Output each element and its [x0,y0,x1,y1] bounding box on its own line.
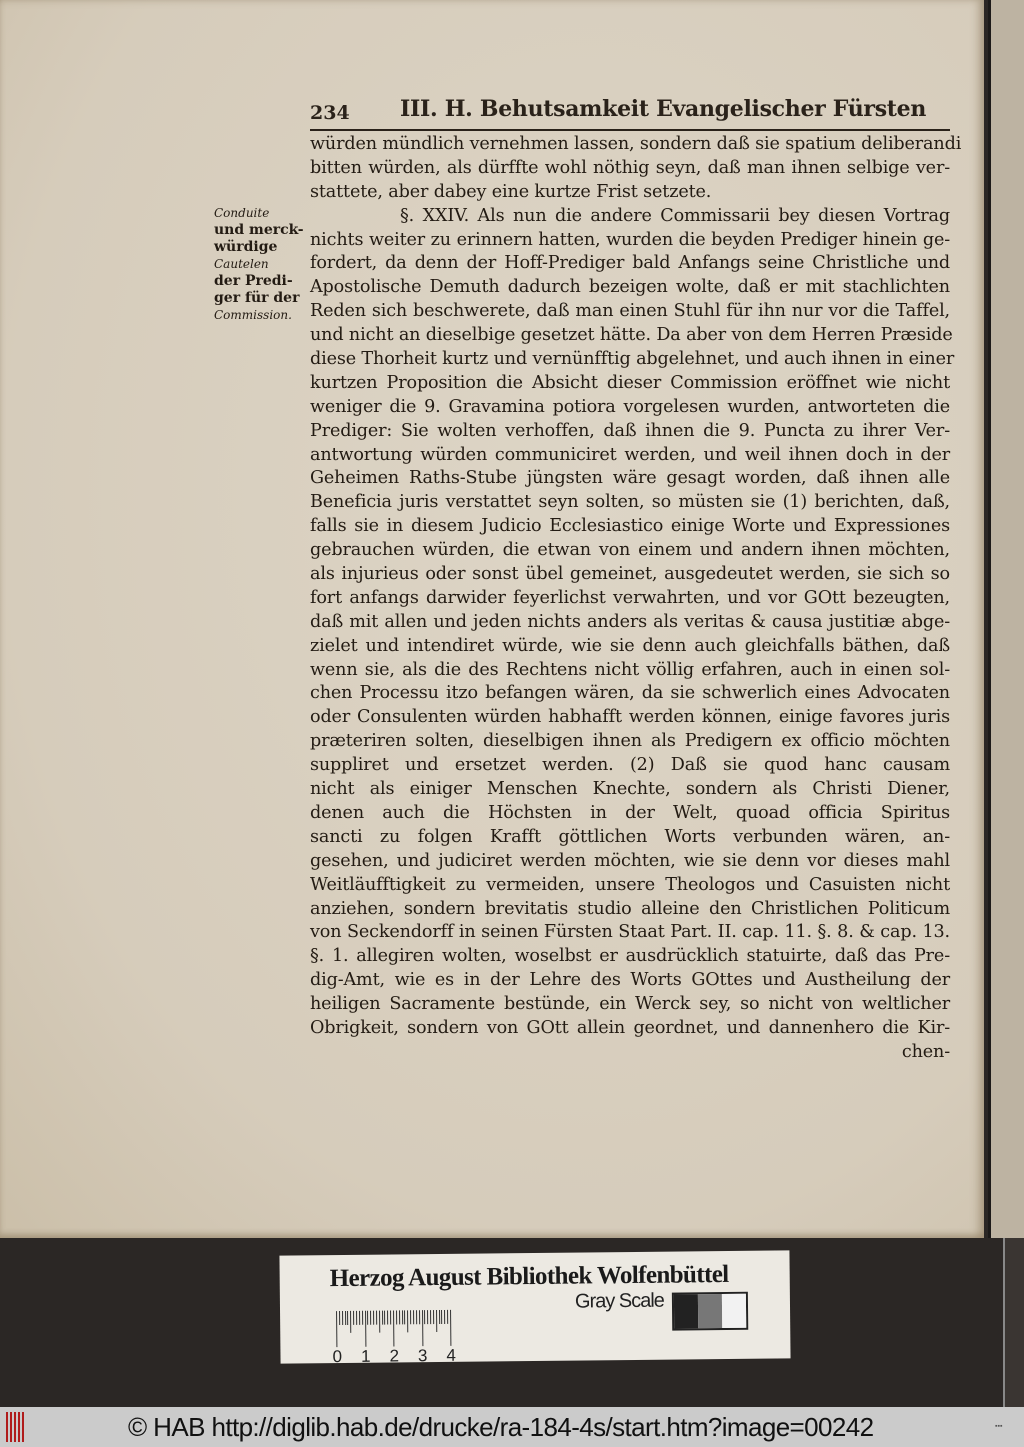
ruler-tick [376,1311,377,1325]
text-line: Weitläufftigkeit zu vermeiden, unsere Theologos und Casuisten nicht [310,874,950,895]
ruler-tick [339,1311,340,1325]
text-line: Obrigkeit, sondern von GOtt allein geordnet, und dannenhero die Kir- [310,1017,950,1038]
text-line: gebrauchen würden, die etwan von einem und andern ihnen möchten, [310,540,950,561]
book-edge [1003,1238,1024,1408]
footer-mark: ▪▪▪ [995,1423,1003,1430]
body-text [310,133,962,1065]
ruler-tick [419,1310,420,1324]
text-line: kurtzen Proposition die Absicht dieser Commission eröffnet wie nicht [310,372,950,393]
ruler-tick [367,1311,368,1325]
page-header [310,96,950,128]
text-line: gesehen, und judiciret werden möchten, wie sie denn vor dieses mahl [310,850,950,871]
ruler-tick [441,1310,442,1324]
ruler-tick [382,1311,383,1325]
text-line: weniger die 9. Gravamina potiora vorgelesen wurden, antworteten die [310,396,950,417]
gray-scale-swatches [672,1292,748,1331]
ruler-label: 4 [446,1345,457,1365]
text-line: §. XXIV. Als nun die andere Commissarii bey diesen Vortrag [400,205,950,226]
text-line: anziehen, sondern brevitatis studio alleine den Christlichen Politicum [310,898,950,919]
ruler-tick [384,1311,385,1325]
ruler-tick [365,1311,366,1347]
ruler-tick [427,1310,428,1324]
ruler-tick [404,1310,405,1324]
text-line: heiligen Sacramente bestünde, ein Werck sey, so nicht von weltlicher [310,994,950,1015]
text-line: nicht als einiger Menschen Knechte, sondern als Christi Diener, [310,779,950,800]
text-line: fort anfangs darwider feyerlichst verwahrten, und vor GOtt bezeugten, [310,587,950,608]
text-line: würden mündlich vernehmen lassen, sondern daß sie spatium deliberandi [310,134,962,154]
ruler-tick [430,1310,431,1324]
ruler-tick [422,1310,423,1346]
ruler-tick [342,1311,343,1325]
marginal-line: ger für der [214,290,300,306]
ruler-tick [399,1310,400,1324]
text-line: zielet und intendiret würde, wie sie denn auch gleichfalls bäthen, daß [310,635,950,656]
ruler-tick [390,1311,391,1325]
ruler-tick [410,1310,411,1324]
ruler-tick [402,1310,403,1324]
ruler-tick [379,1311,380,1333]
text-line: stattete, aber dabey eine kurtze Frist setzete. [310,181,712,202]
text-line: Geheimen Raths-Stube jüngsten wäre gesagt worden, daß ihnen alle [310,468,950,489]
marginal-line: und merck- [214,222,304,238]
ruler-tick [393,1310,394,1346]
ruler-tick [387,1311,388,1325]
ruler-tick [336,1311,337,1347]
text-line: Prediger: Sie wolten verhoffen, daß ihnen die 9. Puncta zu ihrer Ver- [310,420,950,441]
gray-swatch [698,1294,722,1328]
gray-swatch [674,1294,698,1328]
marginal-note [214,205,306,324]
text-line: suppliret und ersetzet werden. (2) Daß sie quod hanc causam [310,755,950,776]
ruler-label: 2 [389,1346,400,1366]
ruler-tick [347,1311,348,1325]
running-head: III. H. Behutsamkeit Evangelischer Fürsten [400,96,927,122]
ruler-tick [413,1310,414,1324]
ruler-tick [356,1311,357,1325]
ruler-tick [362,1311,363,1325]
text-line: oder Consulenten würden habhafft werden können, einige favores juris [310,707,950,728]
ruler-tick [370,1311,371,1325]
text-line: fordert, da denn der Hoff-Prediger bald Anfangs seine Christliche und [310,253,950,274]
ruler-tick [424,1310,425,1324]
text-line: bitten würden, als dürffte wohl nöthig seyn, daß man ihnen selbige ver- [310,157,950,178]
gray-swatch [722,1294,746,1328]
ruler-tick [359,1311,360,1325]
text-line: chen Processu itzo befangen wären, da sie schwerlich eines Advocaten [310,683,950,704]
text-line: Apostolische Demuth dadurch bezeigen wolte, daß er mit stachlichten [310,277,950,298]
text-line: Reden sich beschwerete, daß man einen Stuhl für ihn nur vor die Taffel, [310,301,950,322]
hab-logo-icon [6,1412,24,1442]
ruler-tick [373,1311,374,1325]
ruler-tick [447,1310,448,1324]
ruler-tick [350,1311,351,1333]
text-line: antwortung würden communiciret werden, und weil ihnen doch in der [310,444,950,465]
marginal-line: der Predi- [214,273,293,289]
ruler-tick [353,1311,354,1325]
ruler-label: 0 [332,1347,343,1367]
header-rule [310,129,950,131]
footer-bar [0,1407,1024,1447]
ruler-scale [332,1306,457,1367]
text-line: chen- [901,1041,950,1062]
text-line: Beneficia juris verstattet seyn solten, so müsten sie (1) berichten, daß, [310,492,950,513]
text-line: §. 1. allegiren wolten, woselbst er ausdrücklich statuirte, daß das Pre- [310,946,950,967]
page-number: 234 [310,102,350,124]
text-line: wenn sie, als die des Rechtens nicht völlig erfahren, auch in einen sol- [310,659,950,680]
ruler-label: 3 [417,1346,428,1366]
ruler-tick [450,1310,451,1346]
text-line: diese Thorheit kurtz und vernünfftig abgelehnet, und auch ihnen in einer [310,349,955,370]
ruler-tick [396,1310,397,1324]
marginal-line: Commission. [214,308,292,322]
text-line: als injurieus oder sonst übel gemeinet, ausgedeutet werden, sie sich so [310,564,950,585]
text-line: von Seckendorff in seinen Fürsten Staat Part. II. cap. 11. §. 8. & cap. 13. [310,922,950,943]
marginal-line: Cautelen [214,257,269,271]
text-line: falls sie in diesem Judicio Ecclesiastico einige Worte und Expressiones [310,516,950,537]
ruler-tick [436,1310,437,1332]
scan-reference-card [279,1250,790,1367]
text-line: dig-Amt, wie es in der Lehre des Worts GOttes und Austheilung der [310,970,950,991]
ruler-tick [416,1310,417,1324]
text-line: nichts weiter zu erinnern hatten, wurden die beyden Prediger hinein ge- [310,229,950,250]
ruler-tick [433,1310,434,1324]
marginal-line: Conduite [214,206,270,220]
ruler-label: 1 [360,1346,371,1366]
gray-scale-label: Gray Scale [574,1289,664,1313]
marginal-line: würdige [214,239,278,255]
facing-page-edge [988,0,1024,1238]
text-line: præteriren solten, dieselbigen ihnen als Predigern ex officio möchten [310,731,950,752]
copyright-link[interactable]: © HAB http://diglib.hab.de/drucke/ra-184-4s/start.htm?image=00242 [128,1412,874,1442]
text-line: daß mit allen und jeden nichts anders als veritas & causa justitiæ abge- [310,611,950,632]
ruler-tick [345,1311,346,1325]
ruler-tick [407,1310,408,1332]
text-line: sancti zu folgen Krafft göttlichen Worts verbunden wären, an- [310,826,950,847]
library-name: Herzog August Bibliothek Wolfenbüttel [329,1260,729,1293]
text-line: und nicht an dieselbige gesetzet hätte. Da aber von dem Herren Præside [310,325,953,346]
ruler-tick [439,1310,440,1324]
text-line: denen auch die Höchsten in der Welt, quoad officia Spiritus [310,802,950,823]
ruler-tick [444,1310,445,1324]
